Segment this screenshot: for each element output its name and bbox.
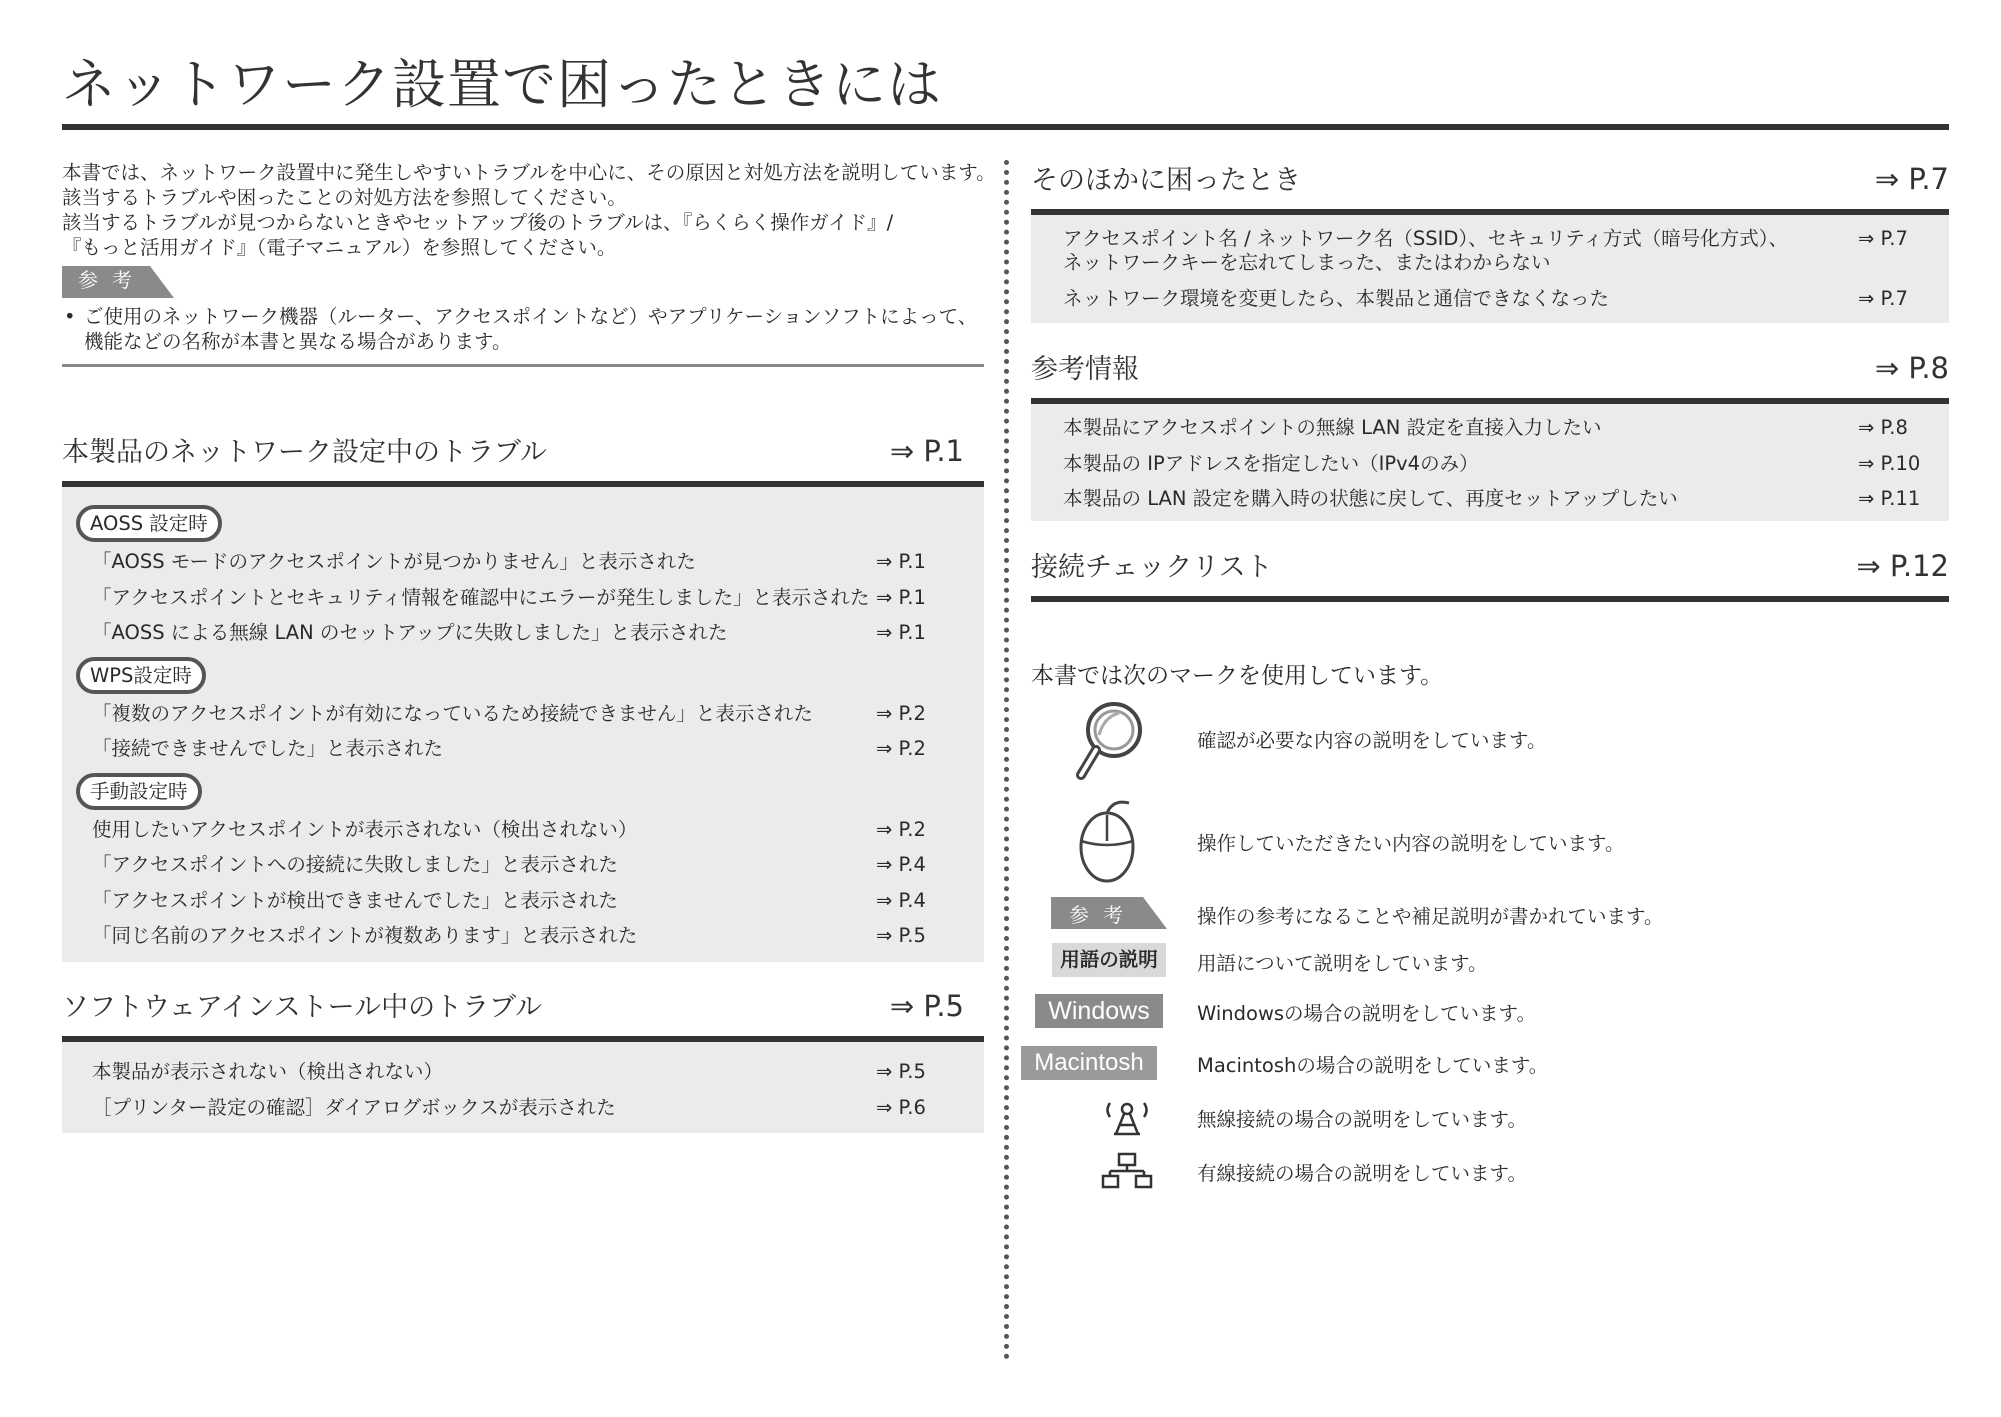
reference-tag (62, 266, 174, 298)
item-text-line: ネットワークキーを忘れてしまった、またはわからない (1063, 251, 1551, 274)
item-page-ref: ⇒ P.7 (1858, 227, 1908, 250)
item-text: 「アクセスポイントへの接続に失敗しました」と表示された (92, 853, 618, 876)
mark-text: 確認が必要な内容の説明をしています。 (1197, 729, 1547, 752)
reference-note (62, 304, 992, 354)
group-label-aoss: AOSS 設定時 (76, 505, 222, 542)
item-page-ref: ⇒ P.7 (1858, 287, 1908, 310)
section-connection-checklist (1031, 545, 1949, 602)
mark-item (1040, 795, 1940, 885)
list-item[interactable] (92, 847, 954, 883)
mark-text: 無線接続の場合の説明をしています。 (1197, 1108, 1527, 1131)
section-box (1031, 215, 1949, 323)
list-item[interactable] (1063, 227, 1949, 275)
item-text: 「接続できませんでした」と表示された (92, 737, 444, 760)
mark-item (1034, 1040, 1940, 1086)
wireless-icon (1058, 1094, 1196, 1140)
item-page-ref: ⇒ P.6 (876, 1095, 926, 1119)
intro-line: 『もっと活用ガイド』（電子マニュアル）を参照してください。 (62, 236, 617, 259)
column-divider (1004, 160, 1009, 1360)
mark-text: Macintoshの場合の説明をしています。 (1197, 1054, 1549, 1077)
section-other-troubles (1031, 158, 1949, 323)
list-item[interactable] (92, 615, 954, 651)
group-label-wps: WPS設定時 (76, 657, 206, 694)
wired-network-icon (1058, 1148, 1196, 1194)
item-text: 「アクセスポイントが検出できませんでした」と表示された (92, 888, 618, 912)
item-page-ref: ⇒ P.5 (876, 924, 926, 947)
item-text: 「アクセスポイントとセキュリティ情報を確認中にエラーが発生しました」と表示された (92, 585, 870, 609)
item-text (1063, 227, 1788, 275)
section-header (62, 985, 984, 1024)
glossary-tag-label: 用語の説明 (1052, 943, 1166, 977)
list-item[interactable] (92, 544, 954, 580)
group-label-manual: 手動設定時 (76, 773, 202, 810)
list-item[interactable] (1063, 410, 1949, 446)
item-text: 「AOSS モードのアクセスポイントが見つかりません」と表示された (92, 550, 696, 573)
intro-line: 該当するトラブルが見つからないときやセットアップ後のトラブルは、『らくらく操作ガイド』/ (62, 211, 894, 234)
item-page-ref: ⇒ P.1 (876, 585, 926, 609)
item-page-ref: ⇒ P.4 (876, 888, 926, 912)
intro-line: 本書では、ネットワーク設置中に発生しやすいトラブルを中心に、その原因と対処方法を説明しています。 (62, 161, 996, 184)
reference-note-line: ご使用のネットワーク機器（ルーター、アクセスポイントなど）やアプリケーションソフトによって、 (84, 305, 978, 328)
list-item[interactable] (1063, 446, 1949, 482)
mark-text: 用語について説明をしています。 (1197, 952, 1488, 975)
mark-item (1040, 1094, 1940, 1140)
item-text: 本製品の LAN 設定を購入時の状態に戻して、再度セットアップしたい (1063, 487, 1678, 510)
item-text: 「AOSS による無線 LAN のセットアップに失敗しました」と表示された (92, 621, 728, 644)
reference-tag-label: 参考 (1069, 903, 1137, 927)
intro (62, 160, 996, 367)
magnifier-icon (1040, 695, 1178, 785)
mark-text: 操作していただきたい内容の説明をしています。 (1197, 832, 1625, 855)
item-page-ref: ⇒ P.1 (876, 550, 926, 573)
mouse-icon (1040, 795, 1178, 885)
mark-item (1040, 695, 1940, 785)
item-page-ref: ⇒ P.1 (876, 621, 926, 644)
mark-text: 操作の参考になることや補足説明が書かれています。 (1197, 905, 1664, 928)
section-box (1031, 404, 1949, 521)
list-item[interactable] (92, 696, 954, 732)
mark-text: Windowsの場合の説明をしています。 (1197, 1002, 1536, 1025)
mark-item (1040, 1148, 1940, 1194)
list-item[interactable] (92, 918, 954, 954)
item-page-ref: ⇒ P.11 (1858, 487, 1921, 510)
item-text-line: アクセスポイント名 / ネットワーク名（SSID）、セキュリティ方式（暗号化方式）、 (1063, 227, 1788, 250)
item-page-ref: ⇒ P.2 (876, 817, 926, 841)
item-text: 本製品の IPアドレスを指定したい（IPv4のみ） (1063, 451, 1479, 475)
list-item[interactable] (92, 580, 954, 616)
section-header[interactable] (1031, 545, 1949, 584)
section-box (62, 1042, 984, 1133)
section-title: 参考情報 (1031, 354, 1139, 385)
item-text: 「同じ名前のアクセスポイントが複数あります」と表示された (92, 924, 638, 947)
marks-title: 本書では次のマークを使用しています。 (1031, 663, 1444, 689)
mark-item (1040, 940, 1940, 980)
section-header (62, 430, 984, 469)
section-page-ref: ⇒ P.8 (1874, 351, 1949, 385)
section-page-ref: ⇒ P.7 (1874, 162, 1949, 196)
section-box (62, 487, 984, 962)
list-item[interactable] (92, 812, 954, 848)
reference-tag-label: 参考 (78, 268, 146, 292)
item-text: ネットワーク環境を変更したら、本製品と通信できなくなった (1063, 287, 1610, 310)
reference-tag-icon (1040, 893, 1178, 933)
section-title: 接続チェックリスト (1031, 552, 1273, 583)
item-page-ref: ⇒ P.10 (1858, 451, 1921, 475)
reference-rule (62, 364, 984, 367)
item-page-ref: ⇒ P.2 (876, 701, 926, 725)
section-rule (1031, 596, 1949, 602)
item-text: 「複数のアクセスポイントが有効になっているため接続できません」と表示された (92, 701, 813, 725)
intro-line: 該当するトラブルや困ったことの対処方法を参照してください。 (62, 186, 627, 209)
section-network-setup (62, 430, 984, 962)
item-page-ref: ⇒ P.8 (1858, 416, 1908, 439)
macintosh-logo-label: Macintosh (1021, 1046, 1157, 1080)
bullet: • (64, 305, 76, 328)
item-text: ［プリンター設定の確認］ダイアログボックスが表示された (92, 1095, 616, 1119)
section-header (1031, 347, 1949, 386)
mark-text: 有線接続の場合の説明をしています。 (1197, 1162, 1527, 1185)
reference-note-line: 機能などの名称が本書と異なる場合があります。 (84, 330, 512, 353)
section-title: ソフトウェアインストール中のトラブル (62, 992, 543, 1023)
item-page-ref: ⇒ P.5 (876, 1060, 926, 1083)
page-title: ネットワーク設置で困ったときには (62, 53, 942, 116)
mark-item (1040, 893, 1940, 933)
mark-item (1040, 988, 1940, 1034)
item-page-ref: ⇒ P.4 (876, 853, 926, 876)
section-title: そのほかに困ったとき (1031, 165, 1301, 196)
section-title: 本製品のネットワーク設定中のトラブル (62, 437, 547, 468)
section-page-ref: ⇒ P.12 (1856, 549, 1949, 583)
section-reference-info (1031, 347, 1949, 521)
section-page-ref: ⇒ P.5 (889, 989, 964, 1023)
windows-logo-icon (1030, 988, 1168, 1034)
item-page-ref: ⇒ P.2 (876, 737, 926, 760)
list-item[interactable] (92, 1054, 954, 1090)
section-software-install (62, 985, 984, 1133)
item-text: 本製品が表示されない（検出されない） (92, 1060, 444, 1083)
list-item[interactable] (92, 883, 954, 919)
macintosh-logo-icon (1020, 1040, 1158, 1086)
title-rule (62, 124, 1949, 130)
section-page-ref: ⇒ P.1 (889, 434, 964, 468)
glossary-tag-icon (1040, 940, 1178, 980)
windows-logo-label: Windows (1035, 994, 1163, 1028)
item-text: 使用したいアクセスポイントが表示されない（検出されない） (92, 817, 638, 841)
list-item[interactable] (1063, 281, 1949, 317)
item-text: 本製品にアクセスポイントの無線 LAN 設定を直接入力したい (1063, 416, 1602, 439)
list-item[interactable] (92, 731, 954, 767)
section-header (1031, 158, 1949, 197)
list-item[interactable] (92, 1090, 954, 1126)
list-item[interactable] (1063, 481, 1949, 517)
